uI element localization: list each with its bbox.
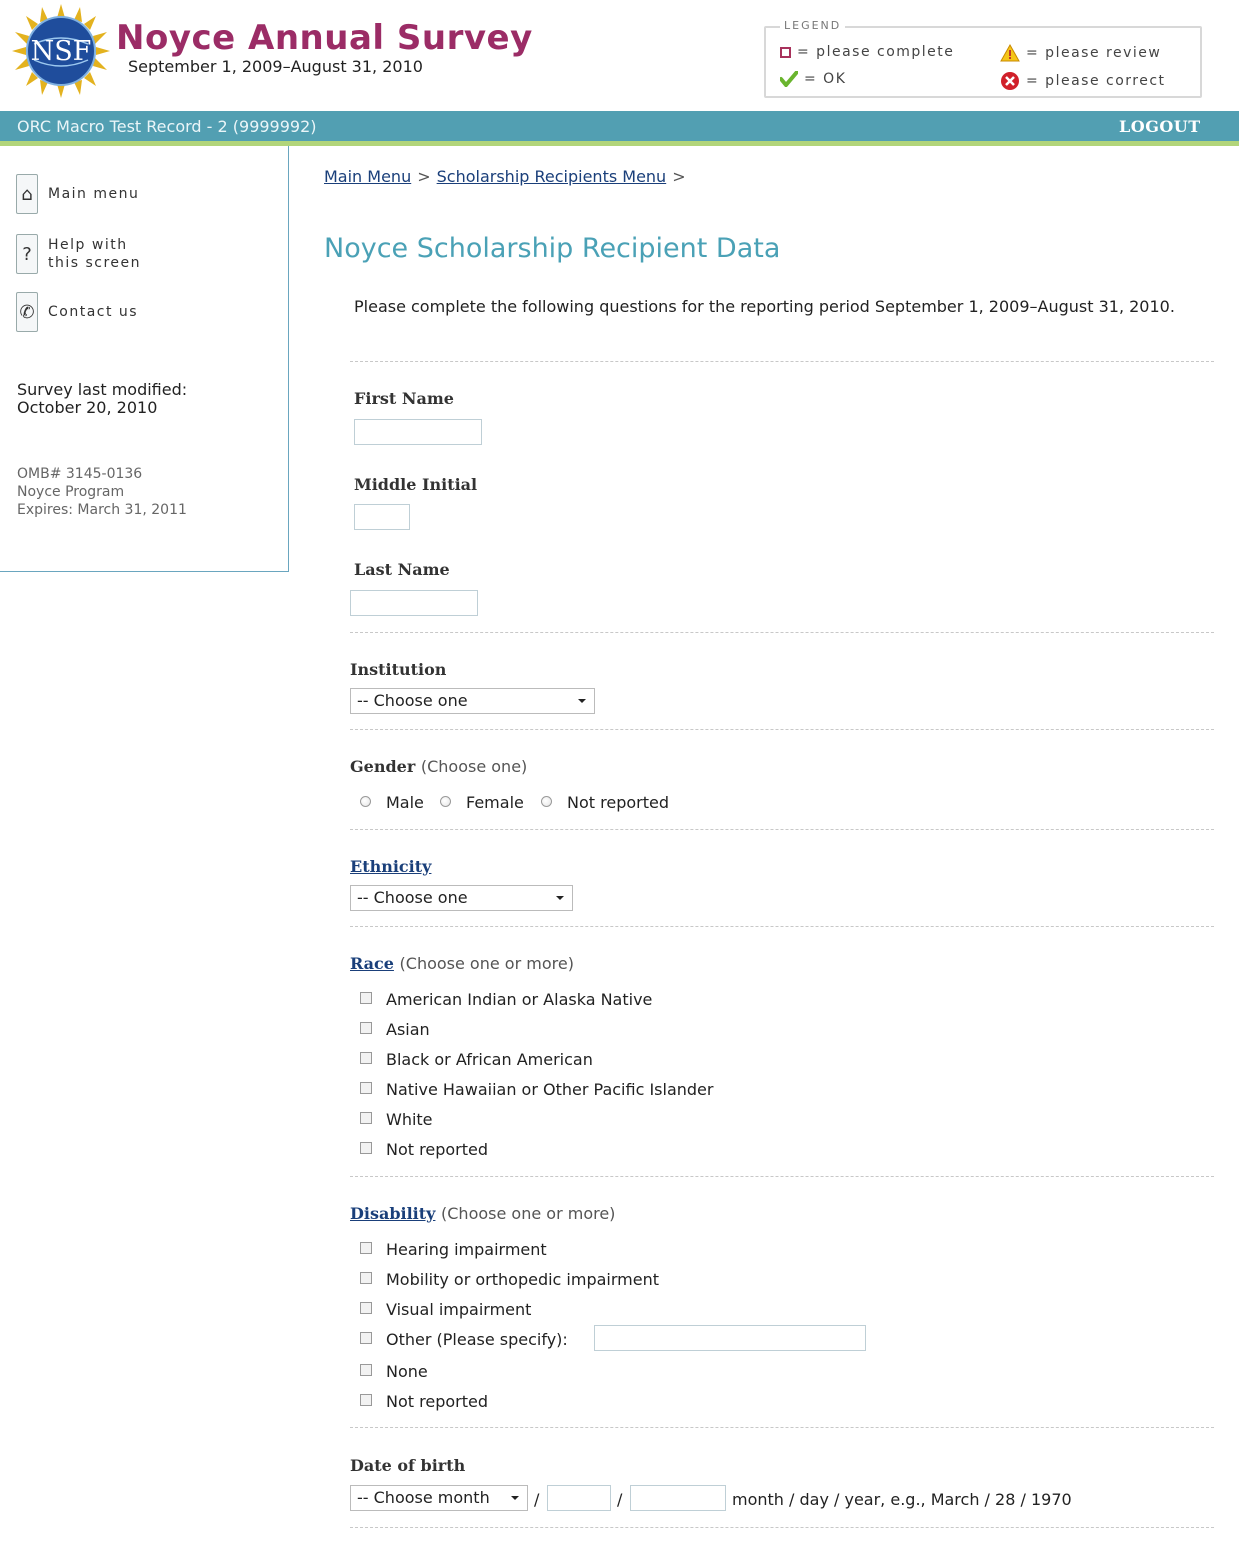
dob-help-text: month / day / year, e.g., March / 28 / 1970 (732, 1490, 1072, 1509)
divider (350, 926, 1214, 927)
warning-icon (1000, 44, 1020, 62)
gender-not-reported-radio[interactable] (541, 796, 552, 807)
race-checkbox[interactable] (360, 1082, 372, 1094)
help-document-icon: ? (16, 234, 38, 274)
ethnicity-select[interactable]: -- Choose one (350, 885, 573, 911)
legend-please-review: = please review (1000, 44, 1161, 62)
logout-link[interactable]: LOGOUT (1119, 117, 1201, 136)
disability-checkbox[interactable] (360, 1302, 372, 1314)
disability-other-input[interactable] (594, 1325, 866, 1351)
race-checkbox[interactable] (360, 992, 372, 1004)
gender-label: Gender (Choose one) (350, 757, 528, 776)
date-separator: / (617, 1490, 623, 1509)
disability-option-label: Other (Please specify): (386, 1330, 568, 1349)
reporting-period: September 1, 2009–August 31, 2010 (128, 57, 423, 76)
legend-please-correct: = please correct (1000, 71, 1166, 91)
race-checkbox[interactable] (360, 1052, 372, 1064)
header (0, 0, 1239, 111)
nsf-logo (12, 4, 110, 98)
page-title: Noyce Scholarship Recipient Data (324, 233, 781, 264)
divider (350, 1527, 1214, 1528)
app-title: Noyce Annual Survey (116, 18, 533, 58)
empty-square-icon (780, 47, 791, 58)
gender-female-radio[interactable] (440, 796, 451, 807)
race-label: Race (Choose one or more) (350, 954, 574, 973)
divider (350, 361, 1214, 362)
race-checkbox[interactable] (360, 1112, 372, 1124)
chevron-down-icon (578, 699, 586, 703)
last-name-input[interactable] (350, 590, 478, 616)
race-option-label: White (386, 1110, 433, 1129)
disability-checkbox[interactable] (360, 1272, 372, 1284)
svg-text:NSF: NSF (30, 36, 92, 67)
last-name-label: Last Name (354, 560, 450, 579)
gender-male-label: Male (386, 793, 424, 812)
race-option-label: Native Hawaiian or Other Pacific Islander (386, 1080, 714, 1099)
divider (350, 632, 1214, 633)
institution-select[interactable]: -- Choose one (350, 688, 595, 714)
sidebar-main-menu[interactable]: ⌂ Main menu (16, 174, 139, 214)
omb-info: OMB# 3145-0136 Noyce Program Expires: March 31, 2011 (17, 466, 187, 518)
legend-box (764, 19, 1202, 98)
disability-option-label: Not reported (386, 1392, 488, 1411)
disability-option-label: None (386, 1362, 428, 1381)
chevron-down-icon (556, 896, 564, 900)
survey-modified: Survey last modified: October 20, 2010 (17, 380, 188, 417)
race-option-label: Not reported (386, 1140, 488, 1159)
first-name-label: First Name (354, 389, 454, 408)
ethnicity-label (350, 857, 431, 876)
legend-title: LEGEND (780, 19, 845, 32)
legend-ok: = OK (780, 71, 846, 87)
institution-label: Institution (350, 660, 447, 679)
middle-initial-label: Middle Initial (354, 475, 478, 494)
disability-checkbox[interactable] (360, 1394, 372, 1406)
disability-option-label: Visual impairment (386, 1300, 532, 1319)
legend-please-complete: = please complete (780, 44, 954, 60)
disability-checkbox[interactable] (360, 1242, 372, 1254)
sidebar (0, 146, 289, 572)
disability-checkbox[interactable] (360, 1332, 372, 1344)
chevron-down-icon (511, 1496, 519, 1500)
disability-label: Disability (Choose one or more) (350, 1204, 616, 1223)
race-link[interactable]: Race (350, 954, 394, 973)
sidebar-help[interactable]: ? Help with this screen (16, 234, 141, 274)
gender-female-label: Female (466, 793, 524, 812)
disability-option-label: Mobility or orthopedic impairment (386, 1270, 659, 1289)
breadcrumb-main-menu[interactable]: Main Menu (324, 167, 412, 186)
date-separator: / (534, 1490, 540, 1509)
divider (350, 1176, 1214, 1177)
race-option-label: Asian (386, 1020, 430, 1039)
divider (350, 729, 1214, 730)
dob-year-input[interactable] (630, 1485, 726, 1511)
dob-label: Date of birth (350, 1456, 466, 1475)
dob-day-input[interactable] (547, 1485, 611, 1511)
error-icon (1000, 71, 1020, 91)
race-checkbox[interactable] (360, 1022, 372, 1034)
breadcrumb-scholarship-menu[interactable]: Scholarship Recipients Menu (436, 167, 667, 186)
divider (350, 829, 1214, 830)
race-checkbox[interactable] (360, 1142, 372, 1154)
breadcrumb: Main Menu > Scholarship Recipients Menu > (324, 167, 686, 186)
first-name-input[interactable] (354, 419, 482, 445)
gender-male-radio[interactable] (360, 796, 371, 807)
record-label: ORC Macro Test Record - 2 (9999992) (17, 117, 317, 136)
record-bar (0, 111, 1239, 141)
race-option-label: American Indian or Alaska Native (386, 990, 653, 1009)
disability-link[interactable]: Disability (350, 1204, 436, 1223)
divider (350, 1427, 1214, 1428)
phone-document-icon: ✆ (16, 292, 38, 332)
race-option-label: Black or African American (386, 1050, 593, 1069)
disability-option-label: Hearing impairment (386, 1240, 547, 1259)
ethnicity-link[interactable]: Ethnicity (350, 857, 432, 876)
intro-text: Please complete the following questions for the reporting period September 1, 2009–August 31, 2010. (354, 297, 1175, 316)
disability-checkbox[interactable] (360, 1364, 372, 1376)
middle-initial-input[interactable] (354, 504, 410, 530)
checkmark-icon (780, 71, 798, 87)
home-document-icon: ⌂ (16, 174, 38, 214)
sidebar-contact[interactable]: ✆ Contact us (16, 292, 138, 332)
dob-month-select[interactable]: -- Choose month (350, 1485, 528, 1511)
gender-not-reported-label: Not reported (567, 793, 669, 812)
